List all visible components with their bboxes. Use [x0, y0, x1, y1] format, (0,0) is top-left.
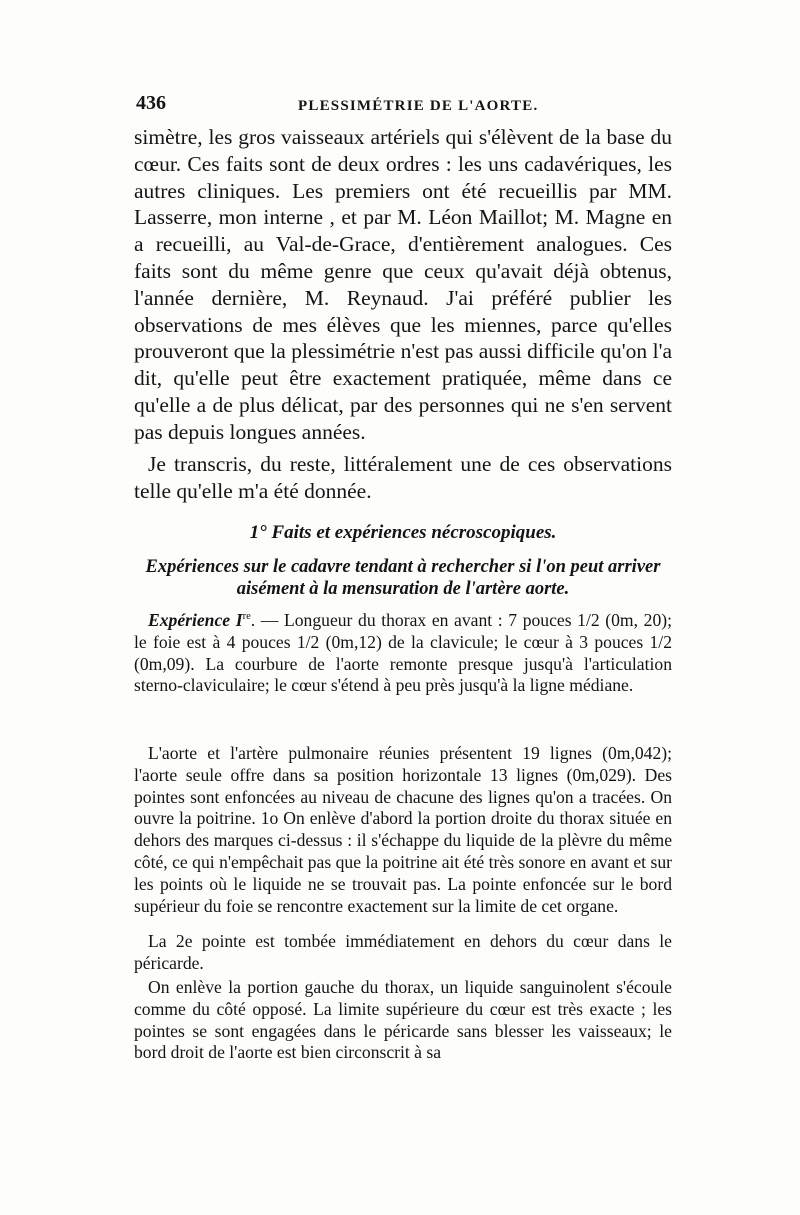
experience-label-sup: re [242, 611, 251, 623]
paragraph-left-thorax: On enlève la portion gauche du thorax, un liquide sanguinolent s'écoule comme du côté opposé. La limite supérieure du cœur est très exacte ; les pointes se sont engagées dans le péricarde sans blesser les vaisseaux; le bord droit de l'aorte est bien circonscrit à sa [134, 977, 672, 1063]
section-heading: 1° Faits et expériences nécroscopiques. [249, 522, 557, 543]
experience-text: . — Longueur du thorax en avant : 7 pouces 1/2 (0m, 20); le foie est à 4 pouces 1/2 (0m,12) de la clavicule; le cœur à 3 pouces 1/2 (0m,09). La courbure de l'aorte remonte presque jusqu'à l'articulation sterno-claviculaire; le cœur s'étend à peu près jusqu'à la ligne médiane. [134, 610, 672, 696]
running-head: PLESSIMÉTRIE DE L'AORTE. [298, 98, 539, 114]
paragraph-2: Je transcris, du reste, littéralement une de ces observations telle qu'elle m'a été donnée. [134, 452, 672, 503]
paragraph-1: simètre, les gros vaisseaux artériels qui s'élèvent de la base du cœur. Ces faits sont de deux ordres : les uns cadavériques, les autres cliniques. Les premiers ont été recueillis par MM. Lasserre, mon interne , et par M. Léon Maillot; M. Magne en a recueilli, au Val-de-Grace, d'entièrement analogues. Ces faits sont du même genre que ceux qu'avait déjà obtenus, l'année dernière, M. Reynaud. J'ai préféré publier les observations de mes élèves que les miennes, parce qu'elles prouveront que la plessimétrie n'est pas aussi difficile qu'on l'a dit, qu'elle peut être exactement pratiquée, même dans ce qu'elle a de plus délicat, par des personnes qui ne s'en servent pas depuis longues années. [134, 125, 672, 444]
page-header [136, 92, 672, 122]
experience-label: Expérience I [148, 610, 243, 630]
paragraph-aorta: L'aorte et l'artère pulmonaire réunies présentent 19 lignes (0m,042); l'aorte seule offre dans sa position horizontale 13 lignes (0m,029). Des pointes sont enfoncées au niveau de chacune des lignes qu'on a tracées. On ouvre la poitrine. 1o On enlève d'abord la portion droite du thorax située en dehors des marques ci-dessus : il s'échappe du liquide de la plèvre du même côté, ce qui n'empêchait pas que la poitrine ait été très sonore en avant et sur les points où le liquide ne se trouvait pas. La pointe enfoncée sur le bord supérieur du foie se rencontre exactement sur la limite de cet organe. [134, 743, 672, 916]
page-number: 436 [136, 92, 166, 114]
paragraph-experience [134, 610, 672, 697]
paragraph-second-point: La 2e pointe est tombée immédiatement en dehors du cœur dans le péricarde. [134, 931, 672, 973]
subsection-heading: Expériences sur le cadavre tendant à rechercher si l'on peut arriver aisément à la mensuration de l'artère aorte. [145, 557, 661, 599]
